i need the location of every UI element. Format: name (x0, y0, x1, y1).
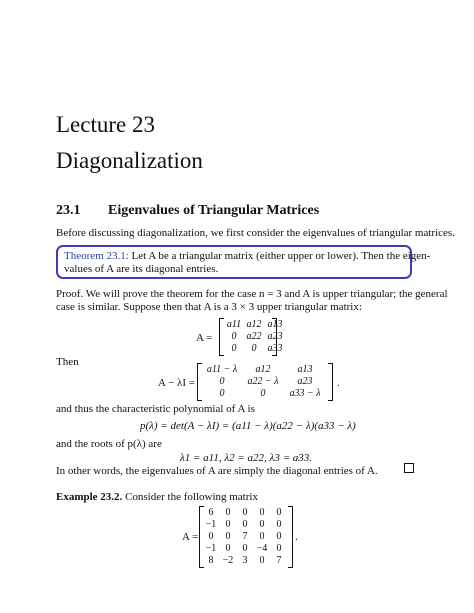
matrix-a-minus-lambda (201, 364, 327, 400)
theorem-text-line2: values of A are its diagonal entries. (64, 263, 219, 275)
matrix-example-right-bracket (288, 506, 293, 568)
intro-paragraph: Before discussing diagonalization, we first consider the eigenvalues of triangular matrices. (56, 227, 455, 239)
matrix-cell: −1 (205, 543, 217, 554)
matrix-cell: 0 (231, 331, 237, 342)
section-title: Eigenvalues of Triangular Matrices (108, 203, 320, 218)
example-text: Consider the following matrix (125, 491, 258, 503)
roots-equation: λ1 = a11, λ2 = a22, λ3 = a33. (180, 452, 312, 464)
conclusion: In other words, the eigenvalues of A are simply the diagonal entries of A. (56, 465, 378, 477)
matrix-cell: 0 (259, 531, 265, 542)
matrix-cell: 8 (208, 555, 214, 566)
matrix-cell: 7 (242, 531, 248, 542)
matrix-cell: a23 (297, 376, 313, 387)
matrix-cell: −4 (256, 543, 268, 554)
then-text: Then (56, 356, 79, 368)
matrix-cell: 0 (242, 543, 248, 554)
matrix-cell: 7 (276, 555, 282, 566)
chapter-title: Diagonalization (56, 148, 203, 173)
matrix-cell: a12 (246, 319, 262, 330)
proof-line-1: Proof. We will prove the theorem for the case n = 3 and A is upper triangular; the general (56, 288, 448, 300)
matrix-cell: a22 − λ (247, 376, 279, 387)
matrix-cell: −1 (205, 519, 217, 530)
matrix-cell: 3 (242, 555, 248, 566)
proof-line-2: case is similar. Suppose then that A is a 3 × 3 upper triangular matrix: (56, 301, 362, 313)
example-heading (56, 490, 258, 504)
theorem-text-line1: Let A be a triangular matrix (either upper or lower). Then the eigen- (131, 250, 431, 262)
matrix-cell: 0 (276, 507, 282, 518)
matrix-a-minus-lambda-label: A − λI = (158, 377, 195, 389)
matrix-cell: 0 (276, 519, 282, 530)
matrix-cell: 0 (260, 388, 266, 399)
matrix-cell: −2 (222, 555, 234, 566)
matrix-cell: 0 (231, 343, 237, 354)
matrix-cell: 0 (251, 343, 257, 354)
matrix-cell: 0 (276, 543, 282, 554)
matrix-example-period: . (295, 531, 298, 543)
matrix-cell: a11 (226, 319, 242, 330)
matrix-cell: 0 (259, 519, 265, 530)
matrix-example (203, 507, 287, 567)
qed-square-icon (404, 463, 414, 473)
char-poly-intro: and thus the characteristic polynomial of A is (56, 403, 255, 415)
section-number: 23.1 (56, 203, 81, 218)
example-label: Example 23.2. (56, 491, 123, 503)
matrix-a-minus-lambda-right-bracket (328, 363, 333, 401)
matrix-cell: a13 (267, 319, 283, 330)
matrix-cell: 6 (208, 507, 214, 518)
matrix-cell: 0 (208, 531, 214, 542)
matrix-cell: 0 (225, 543, 231, 554)
matrix-cell: 0 (259, 507, 265, 518)
matrix-a-minus-lambda-period: . (337, 377, 340, 389)
matrix-a-label: A = (196, 332, 213, 344)
matrix-cell: 0 (242, 519, 248, 530)
matrix-cell: 0 (225, 519, 231, 530)
matrix-a-right-bracket (272, 318, 277, 356)
matrix-cell: a11 − λ (206, 364, 238, 375)
matrix-cell: a12 (255, 364, 271, 375)
matrix-cell: 0 (259, 555, 265, 566)
matrix-cell: 0 (219, 388, 225, 399)
matrix-cell: 0 (242, 507, 248, 518)
theorem-box (56, 245, 431, 279)
matrix-cell: a33 − λ (289, 388, 321, 399)
matrix-cell: a33 (267, 343, 283, 354)
lecture-title: Lecture 23 (56, 112, 155, 137)
matrix-example-label: A = (182, 531, 199, 543)
matrix-cell: a22 (246, 331, 262, 342)
matrix-cell: a23 (267, 331, 283, 342)
matrix-cell: 0 (225, 531, 231, 542)
matrix-cell: 0 (225, 507, 231, 518)
matrix-cell: 0 (276, 531, 282, 542)
section-heading (56, 202, 319, 220)
matrix-cell: a13 (297, 364, 313, 375)
matrix-cell: 0 (219, 376, 225, 387)
roots-intro: and the roots of p(λ) are (56, 438, 162, 450)
char-poly-equation: p(λ) = det(A − λI) = (a11 − λ)(a22 − λ)(a33 − λ) (140, 420, 356, 432)
theorem-label: Theorem 23.1: (64, 250, 129, 262)
